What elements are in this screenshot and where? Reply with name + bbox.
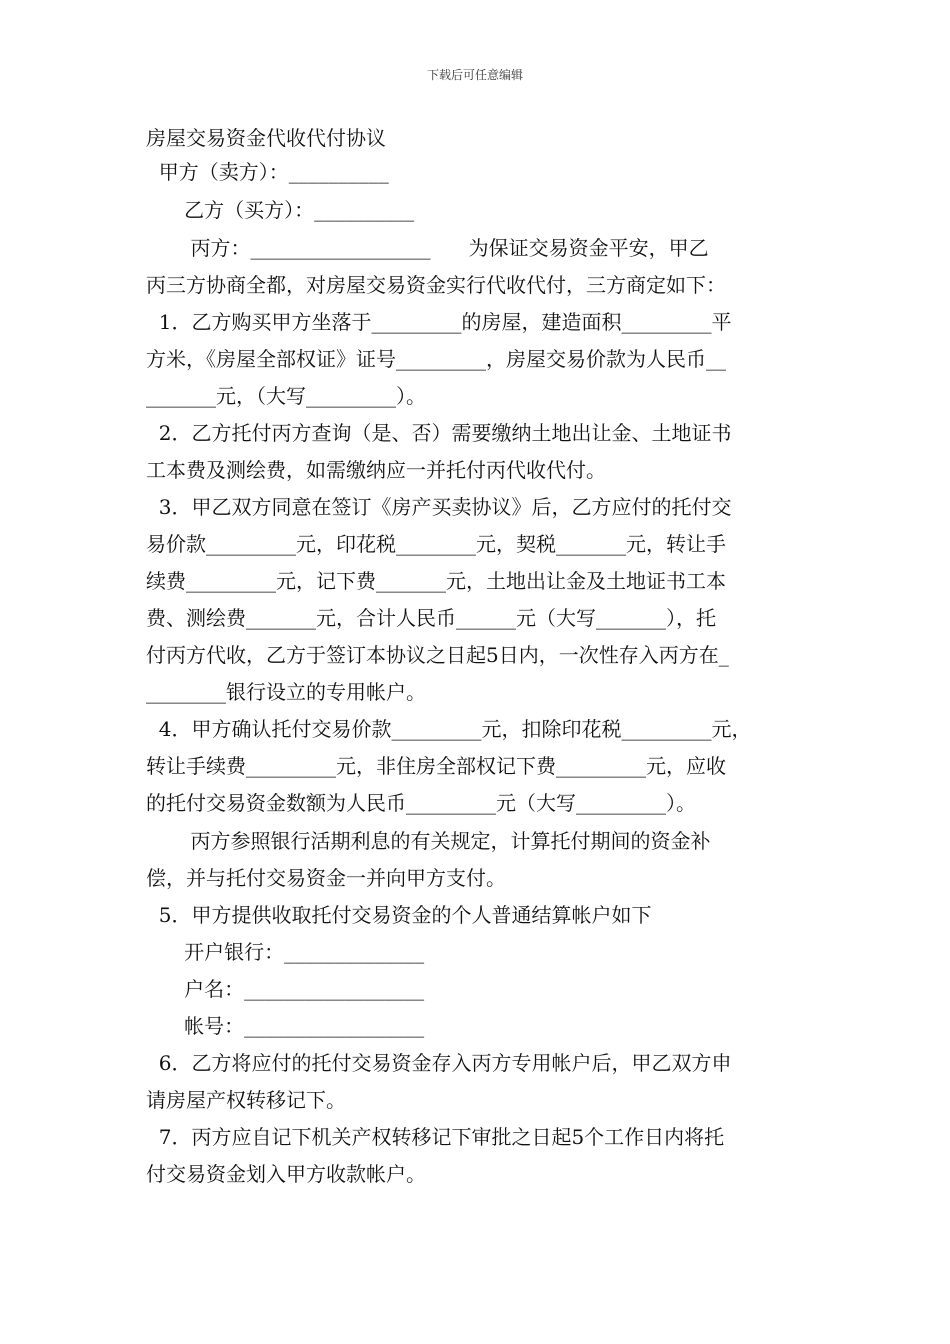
document-title: 房屋交易资金代收代付协议 [146,126,386,150]
clause-2-line: 2．乙方托付丙方查询（是、否）需要缴纳土地出让金、土地证书 [146,421,732,445]
clause-4-line: 的托付交易资金数额为人民币_________元（大写_________）。 [146,791,696,815]
clause-1-line: 方米，《房屋全部权证》证号_________，房屋交易价款为人民币__ [146,347,726,371]
account-name-field: 户名：__________________ [146,977,425,1001]
clause-6-line: 6．乙方将应付的托付交易资金存入丙方专用帐户后，甲乙双方申 [146,1051,732,1075]
clause-7-line: 付交易资金划入甲方收款帐户。 [146,1162,426,1186]
clause-6-line: 请房屋产权转移记下。 [146,1088,346,1112]
paragraph-line: 丙三方协商全都，对房屋交易资金实行代收代付，三方商定如下： [146,273,726,297]
account-number-field: 帐号：__________________ [146,1014,425,1038]
clause-3-line: 付丙方代收，乙方于签订本协议之日起5日内，一次性存入丙方在_ [146,643,729,667]
clause-1-line: _______元，（大写_________）。 [146,384,426,408]
clause-3-line: 费、测绘费_______元，合计人民币______元（大写_______），托 [146,606,716,630]
clause-5-line: 5．甲方提供收取托付交易资金的个人普通结算帐户如下 [146,903,652,927]
clause-1-line: 1．乙方购买甲方坐落于_________的房屋，建造面积_________平 [146,310,732,334]
clause-4-note: 偿，并与托付交易资金一并向甲方支付。 [146,866,506,890]
clause-2-line: 工本费及测绘费，如需缴纳应一并托付丙代收代付。 [146,458,606,482]
clause-3-line: 3．甲乙双方同意在签订《房产买卖协议》后，乙方应付的托付交 [146,495,732,519]
party-a-line: 甲方（卖方）：__________ [146,160,389,184]
clause-3-line: 易价款_________元，印花税________元，契税_______元，转让手 [146,532,726,556]
clause-4-line: 转让手续费_________元，非住房全部权记下费_________元，应收 [146,754,726,778]
clause-4-line: 4．甲方确认托付交易价款_________元，扣除印花税_________元， [146,717,752,741]
party-b-line: 乙方（买方）：__________ [146,198,415,222]
page-header: 下载后可任意编辑 [426,68,523,82]
clause-7-line: 7．丙方应自记下机关产权转移记下审批之日起5个工作日内将托 [146,1125,725,1149]
clause-3-line: 续费_________元，记下费_______元，土地出让金及土地证书工本 [146,569,726,593]
party-c-line: 丙方：__________________ 为保证交易资金平安，甲乙 [146,236,709,260]
bank-field: 开户银行：______________ [146,940,425,964]
clause-3-line: ________银行设立的专用帐户。 [146,680,426,704]
clause-4-note: 丙方参照银行活期利息的有关规定，计算托付期间的资金补 [146,829,711,853]
